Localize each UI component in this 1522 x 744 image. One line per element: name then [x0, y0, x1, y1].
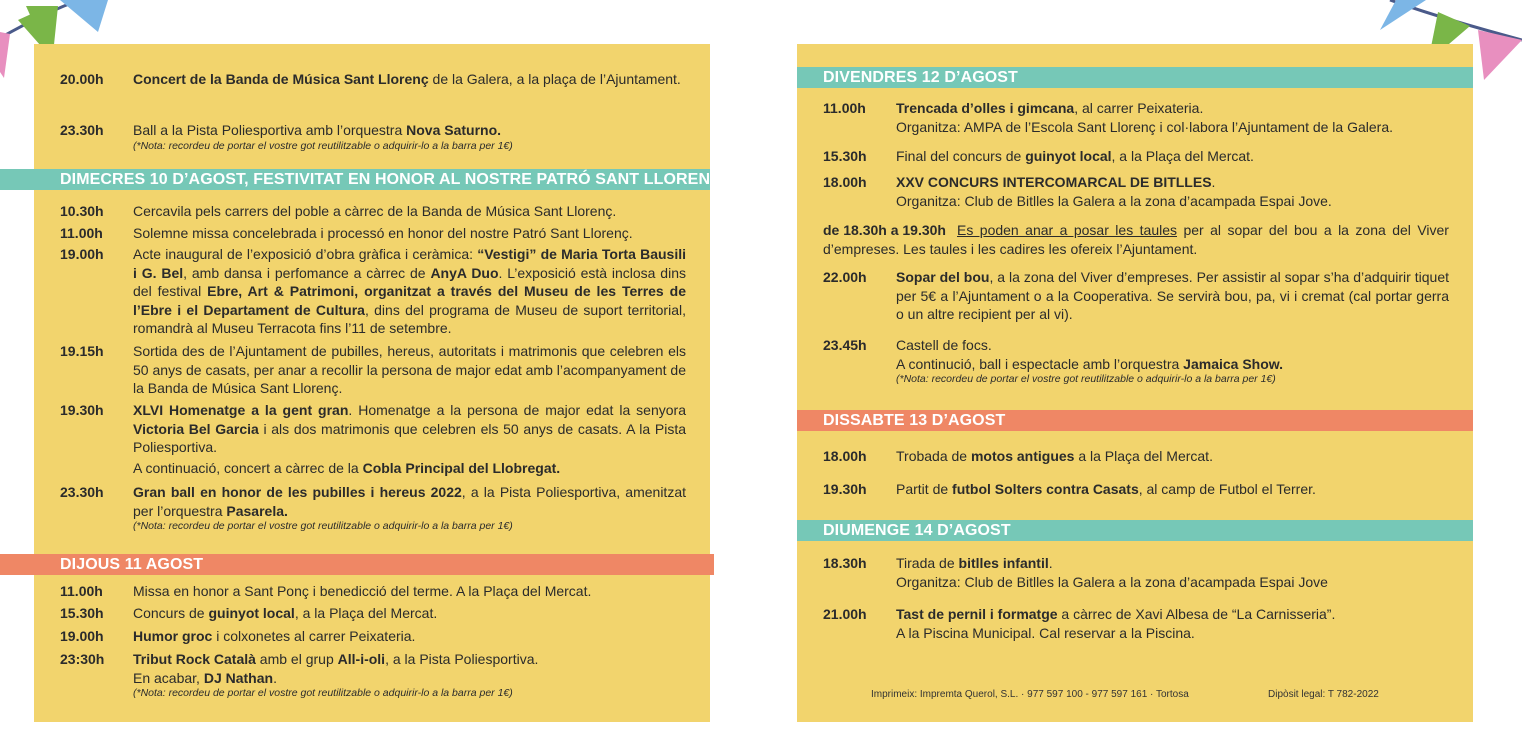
- desc-text: amb el grup: [255, 651, 338, 667]
- desc-text: Final del concurs de: [896, 148, 1026, 164]
- event-time: 23:30h: [60, 651, 105, 667]
- desc-text: , dins del programa de Museu de suport territorial, romandrà al Museu Terracota fins l’11 de setembre.: [133, 301, 686, 336]
- desc-text: , al carrer Peixateria.: [1074, 100, 1204, 116]
- event-time: 19.15h: [60, 343, 104, 359]
- desc-text: , a la Plaça del Mercat.: [1111, 148, 1254, 164]
- desc-text: .: [1211, 174, 1216, 190]
- desc-text: . L’exposició està inclosa dins del festival: [133, 264, 686, 299]
- desc-text: Partit de: [896, 481, 953, 497]
- day-title: DIMECRES 10 D’AGOST, FESTIVITAT EN HONOR AL NOSTRE PATRÓ SANT LLORENÇ: [60, 171, 722, 188]
- event-time: 15.30h: [823, 148, 867, 164]
- day-title: DIUMENGE 14 D’AGOST: [823, 522, 1011, 539]
- event-time: 11.00h: [823, 100, 866, 116]
- desc-text: All-i-oli: [337, 651, 386, 667]
- desc-text: Sopar del bou: [896, 269, 990, 285]
- desc-text: a la Plaça del Mercat.: [1074, 448, 1213, 464]
- day-header-divendres: [797, 67, 1473, 88]
- desc-text: .: [1048, 555, 1053, 571]
- footer-printer: Imprimeix: Impremta Querol, S.L. · 977 597 100 - 977 597 161 · Tortosa: [871, 689, 1189, 700]
- event-desc: [823, 221, 1449, 258]
- event-desc: [896, 447, 1449, 466]
- event-desc: [133, 483, 686, 533]
- desc-text: Ebre, Art & Patrimoni, organitzat a través del Museu de les Terres de l’Ebre i el Departament de Cultura: [133, 283, 686, 318]
- event-time: 11.00h: [60, 583, 103, 599]
- event-time: 22.00h: [823, 269, 867, 285]
- footer-legal-deposit: Dipòsit legal: T 782-2022: [1268, 689, 1379, 700]
- event-desc: [133, 70, 686, 89]
- event-time: 10.30h: [60, 203, 104, 219]
- day-header-dimecres: [0, 169, 722, 190]
- event-time: 20.00h: [60, 71, 104, 87]
- desc-text: a càrrec de Xavi Albesa de “La Carnisseria”.: [1057, 606, 1336, 622]
- desc-text: Victoria Bel Garcia: [133, 420, 259, 437]
- event-desc: [896, 173, 1449, 210]
- event-time: de 18.30h a 19.30h: [823, 222, 946, 238]
- desc-text: motos antigues: [970, 448, 1075, 464]
- event-desc: [896, 268, 1449, 324]
- event-note: (*Nota: recordeu de portar el vostre got reutilitzable o adquirir-lo a la barra per 1€): [133, 520, 513, 532]
- event-note: (*Nota: recordeu de portar el vostre got reutilitzable o adquirir-lo a la barra per 1€): [896, 373, 1276, 385]
- bunting-flag-left-blue: [60, 0, 108, 32]
- desc-text: guinyot local: [1025, 148, 1112, 164]
- event-desc: [133, 224, 686, 243]
- desc-text: i colxonetes al carrer Peixateria.: [212, 628, 416, 644]
- event-desc: [896, 147, 1449, 166]
- desc-text: bitlles infantil: [958, 555, 1049, 571]
- desc-text: , a la Pista Poliesportiva.: [385, 651, 539, 667]
- day-title: DISSABTE 13 D’AGOST: [823, 412, 1006, 429]
- event-desc: [133, 459, 686, 478]
- desc-text: Concert de la Banda de Música Sant Llorenç: [133, 71, 429, 87]
- desc-text: Sortida des de l’Ajuntament de pubilles, hereus, autoritats i matrimonis que celebren els 50 anys de casats, per anar a recollir la persona de major edat amb l’acompanyament de la Banda de Música Sant Llorenç.: [133, 343, 686, 396]
- desc-text: . Homenatge a la persona de major edat la senyora: [348, 402, 686, 418]
- desc-text: Ball a la Pista Poliesportiva amb l’orquestra: [133, 122, 407, 138]
- desc-text: Nova Saturno.: [406, 122, 502, 138]
- desc-text: Tirada de: [896, 555, 959, 571]
- desc-text: Concurs de: [133, 605, 209, 621]
- event-desc: [133, 604, 686, 623]
- desc-text: , amb dansa i perfomance a càrrec de: [183, 264, 431, 281]
- event-desc: [133, 121, 686, 153]
- bunting-flag-left-pink: [0, 32, 10, 78]
- day-header-diumenge: [797, 520, 1473, 541]
- desc-text: AnyA Duo: [430, 264, 499, 281]
- desc-text: Tribut Rock Català: [133, 651, 256, 667]
- desc-text: Cobla Principal del Llobregat.: [362, 460, 561, 476]
- event-time: 19.30h: [823, 481, 867, 497]
- desc-text: .: [273, 669, 277, 686]
- event-desc: [896, 336, 1449, 386]
- event-time: 18.30h: [823, 555, 867, 571]
- desc-text: Es poden anar a posar les taules: [957, 222, 1177, 238]
- event-desc: [133, 582, 686, 601]
- desc-text: de la Galera, a la plaça de l’Ajuntament.: [428, 71, 681, 87]
- desc-text: DJ Nathan: [203, 669, 274, 686]
- event-time: 23.30h: [60, 484, 104, 500]
- desc-text: Missa en honor a Sant Ponç i benedicció del terme. A la Plaça del Mercat.: [133, 583, 592, 599]
- desc-text: Humor groc: [133, 628, 213, 644]
- desc-text: Pasarela.: [226, 502, 288, 519]
- desc-text: Organitza: Club de Bitlles la Galera a la zona d’acampada Espai Jove.: [896, 192, 1332, 209]
- desc-text: “Vestigi” de Maria Torta Bausili i G. Bel: [133, 246, 687, 281]
- desc-text: Acte inaugural de l’exposició d’obra gràfica i ceràmica:: [133, 246, 478, 262]
- event-desc: [133, 342, 686, 398]
- desc-text: A continució, ball i espectacle amb l’orquestra: [896, 355, 1184, 372]
- desc-text: Jamaica Show.: [1183, 355, 1284, 372]
- event-note: (*Nota: recordeu de portar el vostre got reutilitzable o adquirir-lo a la barra per 1€): [133, 139, 513, 152]
- desc-text: futbol Solters contra Casats: [952, 481, 1139, 497]
- desc-text: A la Piscina Municipal. Cal reservar a la Piscina.: [896, 624, 1195, 641]
- desc-text: , a la Plaça del Mercat.: [294, 605, 438, 621]
- desc-text: Trobada de: [896, 448, 971, 464]
- event-time: 21.00h: [823, 606, 867, 622]
- event-time: 19.30h: [60, 402, 104, 418]
- desc-text: guinyot local: [208, 605, 295, 621]
- event-time: 23.30h: [60, 122, 104, 138]
- event-time: 18.00h: [823, 448, 867, 464]
- event-desc: [133, 650, 686, 700]
- day-header-dijous: [0, 554, 714, 575]
- event-time: 15.30h: [60, 605, 104, 621]
- event-time: 19.00h: [60, 628, 104, 644]
- desc-text: Tast de pernil i formatge: [896, 606, 1058, 622]
- desc-text: Organitza: Club de Bitlles la Galera a la zona d’acampada Espai Jove: [896, 573, 1328, 590]
- event-time: 11.00h: [60, 225, 103, 241]
- event-desc: [896, 605, 1449, 642]
- desc-text: XXV CONCURS INTERCOMARCAL DE BITLLES: [896, 174, 1212, 190]
- desc-text: Trencada d’olles i gimcana: [896, 100, 1075, 116]
- day-title: DIJOUS 11 AGOST: [60, 556, 204, 573]
- desc-text: XLVI Homenatge a la gent gran: [133, 402, 349, 418]
- desc-text: Organitza: AMPA de l’Escola Sant Llorenç i col·labora l’Ajuntament de la Galera.: [896, 118, 1393, 135]
- desc-text: Castell de focs.: [896, 337, 992, 353]
- desc-text: Cercavila pels carrers del poble a càrrec de la Banda de Música Sant Llorenç.: [133, 203, 617, 219]
- event-desc: [896, 554, 1449, 591]
- event-note: (*Nota: recordeu de portar el vostre got reutilitzable o adquirir-lo a la barra per 1€): [133, 687, 513, 699]
- day-header-dissabte: [797, 410, 1473, 431]
- event-desc: [133, 401, 686, 457]
- desc-text: Gran ball en honor de les pubilles i hereus 2022: [133, 484, 462, 500]
- event-desc: [133, 202, 686, 221]
- desc-text: A continuació, concert a càrrec de la: [133, 460, 363, 476]
- event-time: 18.00h: [823, 174, 867, 190]
- desc-text: , a la Pista Poliesportiva, amenitzat per l’orquestra: [133, 484, 686, 519]
- event-time: 23.45h: [823, 337, 867, 353]
- desc-text: , al camp de Futbol el Terrer.: [1138, 481, 1316, 497]
- desc-text: En acabar,: [133, 669, 204, 686]
- event-desc: [133, 245, 686, 338]
- bunting-flag-right-pink: [1478, 28, 1522, 80]
- event-desc: [896, 99, 1449, 136]
- day-title: DIVENDRES 12 D’AGOST: [823, 69, 1018, 86]
- desc-text: , a la zona del Viver d’empreses. Per assistir al sopar s’ha d’adquirir tiquet per 5€ a l’Ajuntament o a la Cooperativa. Se servirà bou, pa, vi i cremat (cal portar gerra o un altre recipient per al vi).: [896, 269, 1449, 322]
- desc-text: per al sopar del bou a la zona del Viver d’empreses. Les taules i les cadires les ofereix l’Ajuntament.: [823, 222, 1449, 257]
- event-desc: [896, 480, 1449, 499]
- event-time: 19.00h: [60, 246, 104, 262]
- desc-text: i als dos matrimonis que celebren els 50 anys de casats. A la Pista Poliesportiva.: [133, 420, 686, 455]
- event-desc: [133, 627, 686, 646]
- desc-text: Solemne missa concelebrada i processó en honor del nostre Patró Sant Llorenç.: [133, 225, 633, 241]
- bunting-flag-right-blue: [1380, 0, 1426, 30]
